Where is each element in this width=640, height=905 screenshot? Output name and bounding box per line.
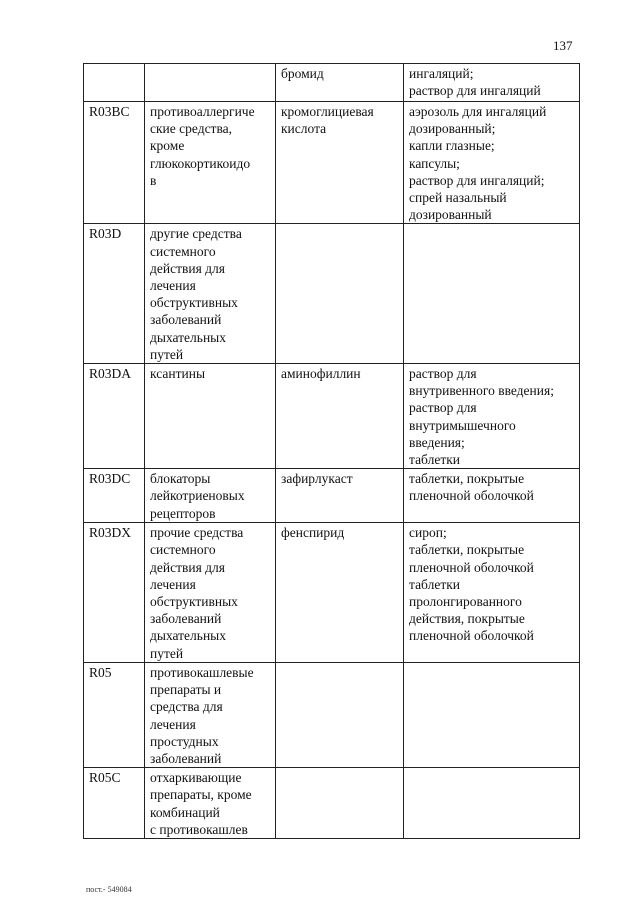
group-name-cell: другие средства системного действия для лечения обструктивных заболеваний дыхательных путей	[145, 224, 276, 364]
dosage-forms-cell: раствор для внутривенного введения; раствор для внутримышечного введения; таблетки	[404, 364, 580, 469]
inn-cell: аминофиллин	[276, 364, 404, 469]
table-row	[84, 768, 580, 839]
dosage-forms-cell: ингаляций; раствор для ингаляций	[404, 64, 580, 102]
drug-classification-table	[83, 63, 580, 839]
footer-doc-id: пост.- 549084	[86, 885, 132, 894]
table-row	[84, 364, 580, 469]
group-name-cell: противоаллергиче ские средства, кроме глюкокортикоидо в	[145, 102, 276, 224]
group-name-cell: ксантины	[145, 364, 276, 469]
table-row	[84, 662, 580, 767]
atc-code-cell: R03DC	[84, 469, 145, 523]
table-row	[84, 64, 580, 102]
atc-code-cell: R05C	[84, 768, 145, 839]
dosage-forms-cell	[404, 662, 580, 767]
table-row	[84, 523, 580, 663]
inn-cell: кромоглициевая кислота	[276, 102, 404, 224]
group-name-cell: прочие средства системного действия для лечения обструктивных заболеваний дыхательных путей	[145, 523, 276, 663]
dosage-forms-cell	[404, 224, 580, 364]
inn-cell	[276, 224, 404, 364]
inn-cell: фенспирид	[276, 523, 404, 663]
table-row	[84, 102, 580, 224]
group-name-cell: отхаркивающие препараты, кроме комбинаций с противокашлев	[145, 768, 276, 839]
table-row	[84, 469, 580, 523]
inn-cell	[276, 662, 404, 767]
dosage-forms-cell	[404, 768, 580, 839]
atc-code-cell: R05	[84, 662, 145, 767]
inn-cell	[276, 768, 404, 839]
atc-code-cell: R03D	[84, 224, 145, 364]
inn-cell: бромид	[276, 64, 404, 102]
dosage-forms-cell: сироп; таблетки, покрытые пленочной оболочкой таблетки пролонгированного действия, покрытые пленочной оболочкой	[404, 523, 580, 663]
atc-code-cell: R03BC	[84, 102, 145, 224]
group-name-cell	[145, 64, 276, 102]
atc-code-cell: R03DX	[84, 523, 145, 663]
inn-cell: зафирлукаст	[276, 469, 404, 523]
dosage-forms-cell: таблетки, покрытые пленочной оболочкой	[404, 469, 580, 523]
atc-code-cell: R03DA	[84, 364, 145, 469]
table-row	[84, 224, 580, 364]
group-name-cell: противокашлевые препараты и средства для лечения простудных заболеваний	[145, 662, 276, 767]
page-number: 137	[553, 38, 573, 53]
group-name-cell: блокаторы лейкотриеновых рецепторов	[145, 469, 276, 523]
dosage-forms-cell: аэрозоль для ингаляций дозированный; капли глазные; капсулы; раствор для ингаляций; спрей назальный дозированный	[404, 102, 580, 224]
atc-code-cell	[84, 64, 145, 102]
